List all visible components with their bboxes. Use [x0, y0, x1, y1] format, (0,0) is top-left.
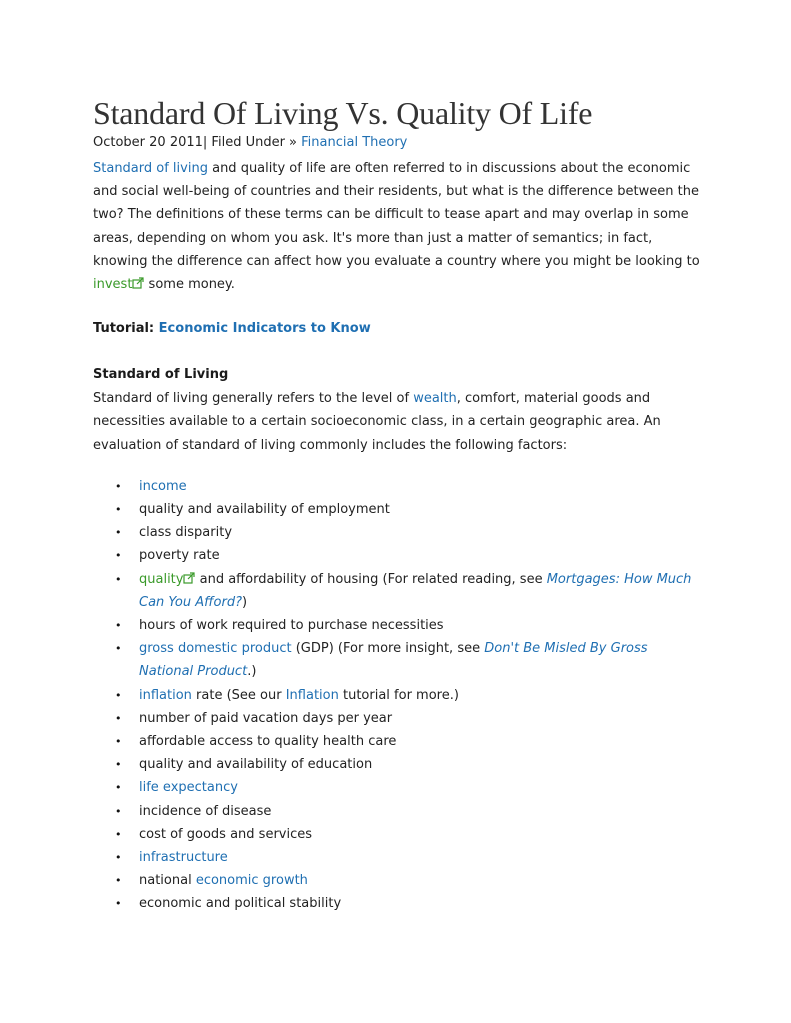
economic-growth-link[interactable]: economic growth: [195, 873, 308, 889]
list-item-text: (GDP) (For more insight, see: [291, 641, 485, 657]
list-item-text: hours of work required to purchase necessities: [139, 618, 444, 634]
bullet-icon: •: [115, 804, 122, 818]
intro-to: to: [686, 253, 700, 269]
intro-text: and quality of life are often referred to in discussions about the economic and social well-being of countries and their residents, but what is the difference between the two? The definitions of these terms can be difficult to tease apart and may overlap in some areas, depending on whom you ask. It's more than just a matter of semantics; in fact, knowing the difference can affect how you evaluate a country where you might be looking to: [93, 161, 700, 269]
wealth-link[interactable]: wealth: [413, 391, 457, 407]
tutorial-label: Tutorial:: [93, 321, 159, 337]
bullet-icon: •: [115, 572, 122, 586]
list-item: [93, 475, 703, 498]
list-item-text: affordable access to quality health care: [139, 734, 397, 750]
list-item: [93, 823, 703, 846]
bullet-icon: •: [115, 479, 122, 493]
inflation-link[interactable]: inflation: [139, 687, 192, 703]
bullet-icon: •: [115, 897, 122, 911]
intro-paragraph: [93, 157, 703, 296]
list-item-text: class disparity: [139, 525, 233, 541]
list-item: [93, 498, 703, 521]
list-item-text: poverty rate: [139, 548, 220, 564]
list-item: [93, 730, 703, 753]
list-item-text: quality and availability of education: [139, 757, 373, 773]
filed-under-label: | Filed Under »: [202, 135, 302, 150]
bullet-icon: •: [115, 526, 122, 540]
section-paragraph: [93, 387, 703, 457]
list-item: [93, 776, 703, 799]
list-item: [93, 846, 703, 869]
list-item: [93, 753, 703, 776]
list-item: [93, 568, 703, 614]
list-item: [93, 544, 703, 567]
bullet-icon: •: [115, 874, 122, 888]
life-expectancy-link[interactable]: life expectancy: [139, 780, 238, 796]
list-item-text: national: [139, 873, 196, 889]
list-item: [93, 800, 703, 823]
standard-of-living-link[interactable]: Standard of living: [93, 161, 208, 176]
list-item-text: economic and political stability: [139, 896, 342, 912]
bullet-icon: •: [115, 851, 122, 865]
invest-link-label: invest: [93, 277, 133, 293]
list-item: [93, 869, 703, 892]
list-item-text: ): [241, 594, 248, 610]
bullet-icon: •: [115, 781, 122, 795]
list-item-text: and affordability of housing (For related reading, see: [195, 571, 547, 587]
list-item: [93, 684, 703, 707]
bullet-icon: •: [115, 758, 122, 772]
quality-link[interactable]: [139, 572, 195, 587]
list-item: [93, 521, 703, 544]
quality-link-label: quality: [139, 571, 184, 587]
infrastructure-link[interactable]: infrastructure: [139, 850, 228, 866]
income-link[interactable]: income: [139, 478, 187, 494]
gdp-link[interactable]: gross domestic product: [139, 641, 292, 657]
section-text-1: Standard of living generally refers to the level of: [93, 391, 414, 407]
bullet-icon: •: [115, 735, 122, 749]
bullet-icon: •: [115, 711, 122, 725]
article-meta: [93, 134, 703, 152]
section-heading: Standard of Living: [93, 367, 229, 383]
mortgages-article-link[interactable]: Mortgages: How Much Can You Afford?: [139, 571, 692, 610]
list-item-text: rate (See our: [191, 687, 286, 703]
bullet-icon: •: [115, 688, 122, 702]
list-item-text: cost of goods and services: [139, 826, 313, 842]
invest-link[interactable]: [93, 277, 144, 292]
article: [93, 93, 703, 916]
intro-text-end: some money.: [144, 277, 235, 293]
list-item: [93, 707, 703, 730]
inflation-tutorial-link[interactable]: Inflation: [285, 687, 339, 703]
article-date: October 20 2011: [93, 135, 203, 150]
list-item: [93, 614, 703, 637]
list-item-text: quality and availability of employment: [139, 502, 390, 518]
bullet-icon: •: [115, 827, 122, 841]
tutorial-line: [93, 319, 703, 339]
list-item-text: tutorial for more.): [338, 687, 459, 703]
external-link-icon: [183, 572, 195, 584]
gnp-article-link[interactable]: Don't Be Misled By Gross National Product: [139, 641, 648, 680]
section-text-2: , comfort, material goods and necessities available to a certain socioeconomic class, in a certain geographic area. An evaluation of standard of living commonly includes the following factors:: [93, 391, 661, 453]
page-title: Standard Of Living Vs. Quality Of Life: [93, 95, 593, 131]
bullet-icon: •: [115, 503, 122, 517]
bullet-icon: •: [115, 549, 122, 563]
tutorial-link[interactable]: Economic Indicators to Know: [158, 321, 371, 337]
factors-list: [93, 475, 703, 916]
external-link-icon: [132, 277, 144, 289]
list-item: [93, 892, 703, 915]
bullet-icon: •: [115, 642, 122, 656]
list-item-text: number of paid vacation days per year: [139, 710, 393, 726]
category-link[interactable]: Financial Theory: [301, 135, 408, 150]
bullet-icon: •: [115, 619, 122, 633]
list-item-text: .): [247, 664, 257, 680]
list-item-text: incidence of disease: [139, 803, 272, 819]
list-item: [93, 637, 703, 683]
